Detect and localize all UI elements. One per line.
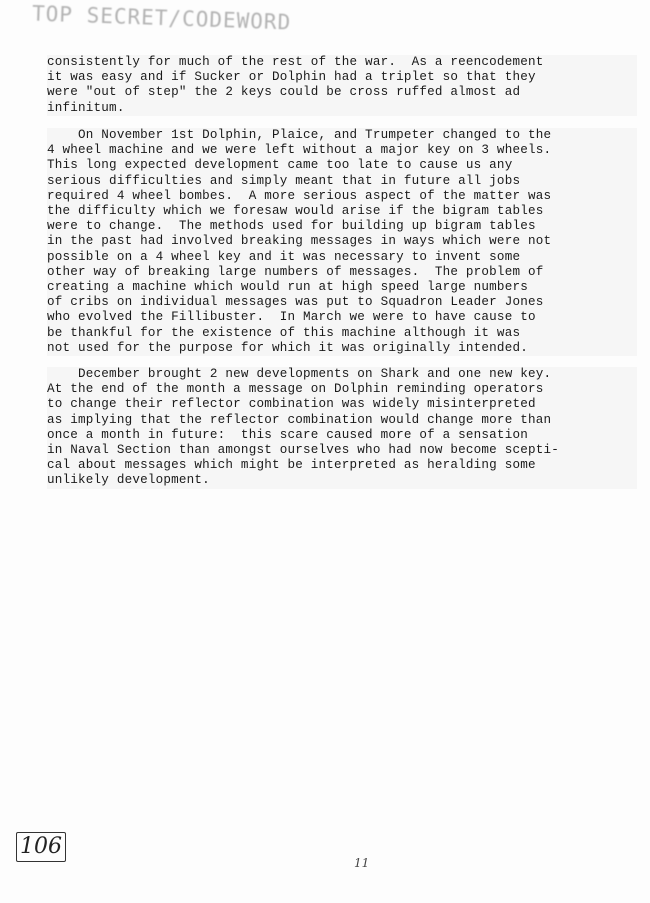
folio-number: 106 (16, 832, 66, 862)
paragraph-1: consistently for much of the rest of the war. As a reencodement it was easy and if Sucker or Dolphin had a triplet so that they were "out of step" the 2 keys could be cross ruffed almost ad infinitum. (47, 55, 637, 116)
classification-stamp: TOP SECRET/CODEWORD (31, 1, 292, 35)
pencil-page-mark: 11 (354, 856, 370, 870)
paragraph-2: On November 1st Dolphin, Plaice, and Trumpeter changed to the 4 wheel machine and we were left without a major key on 3 wheels. This long expected development came too late to cause us any serious difficulties and simply meant that in future all jobs required 4 wheel bombes. A more serious aspect of the matter was the difficulty which we foresaw would arise if the bigram tables were to change. The methods used for building up bigram tables in the past had involved breaking messages in ways which were not possible on a 4 wheel key and it was necessary to invent some other way of breaking large numbers of messages. The problem of creating a machine which would run at high speed large numbers of cribs on individual messages was put to Squadron Leader Jones who evolved the Fillibuster. In March we were to have cause to be thankful for the existence of this machine although it was not used for the purpose for which it was originally intended. (47, 128, 637, 356)
paragraph-3: December brought 2 new developments on Shark and one new key. At the end of the month a message on Dolphin reminding operators to change their reflector combination was widely misinterpreted as implying that the reflector combination would change more than once a month in future: this scare caused more of a sensation in Naval Section than amongst ourselves who had now become scepti- cal about messages which might be interpreted as heralding some unlikely development. (47, 367, 637, 489)
